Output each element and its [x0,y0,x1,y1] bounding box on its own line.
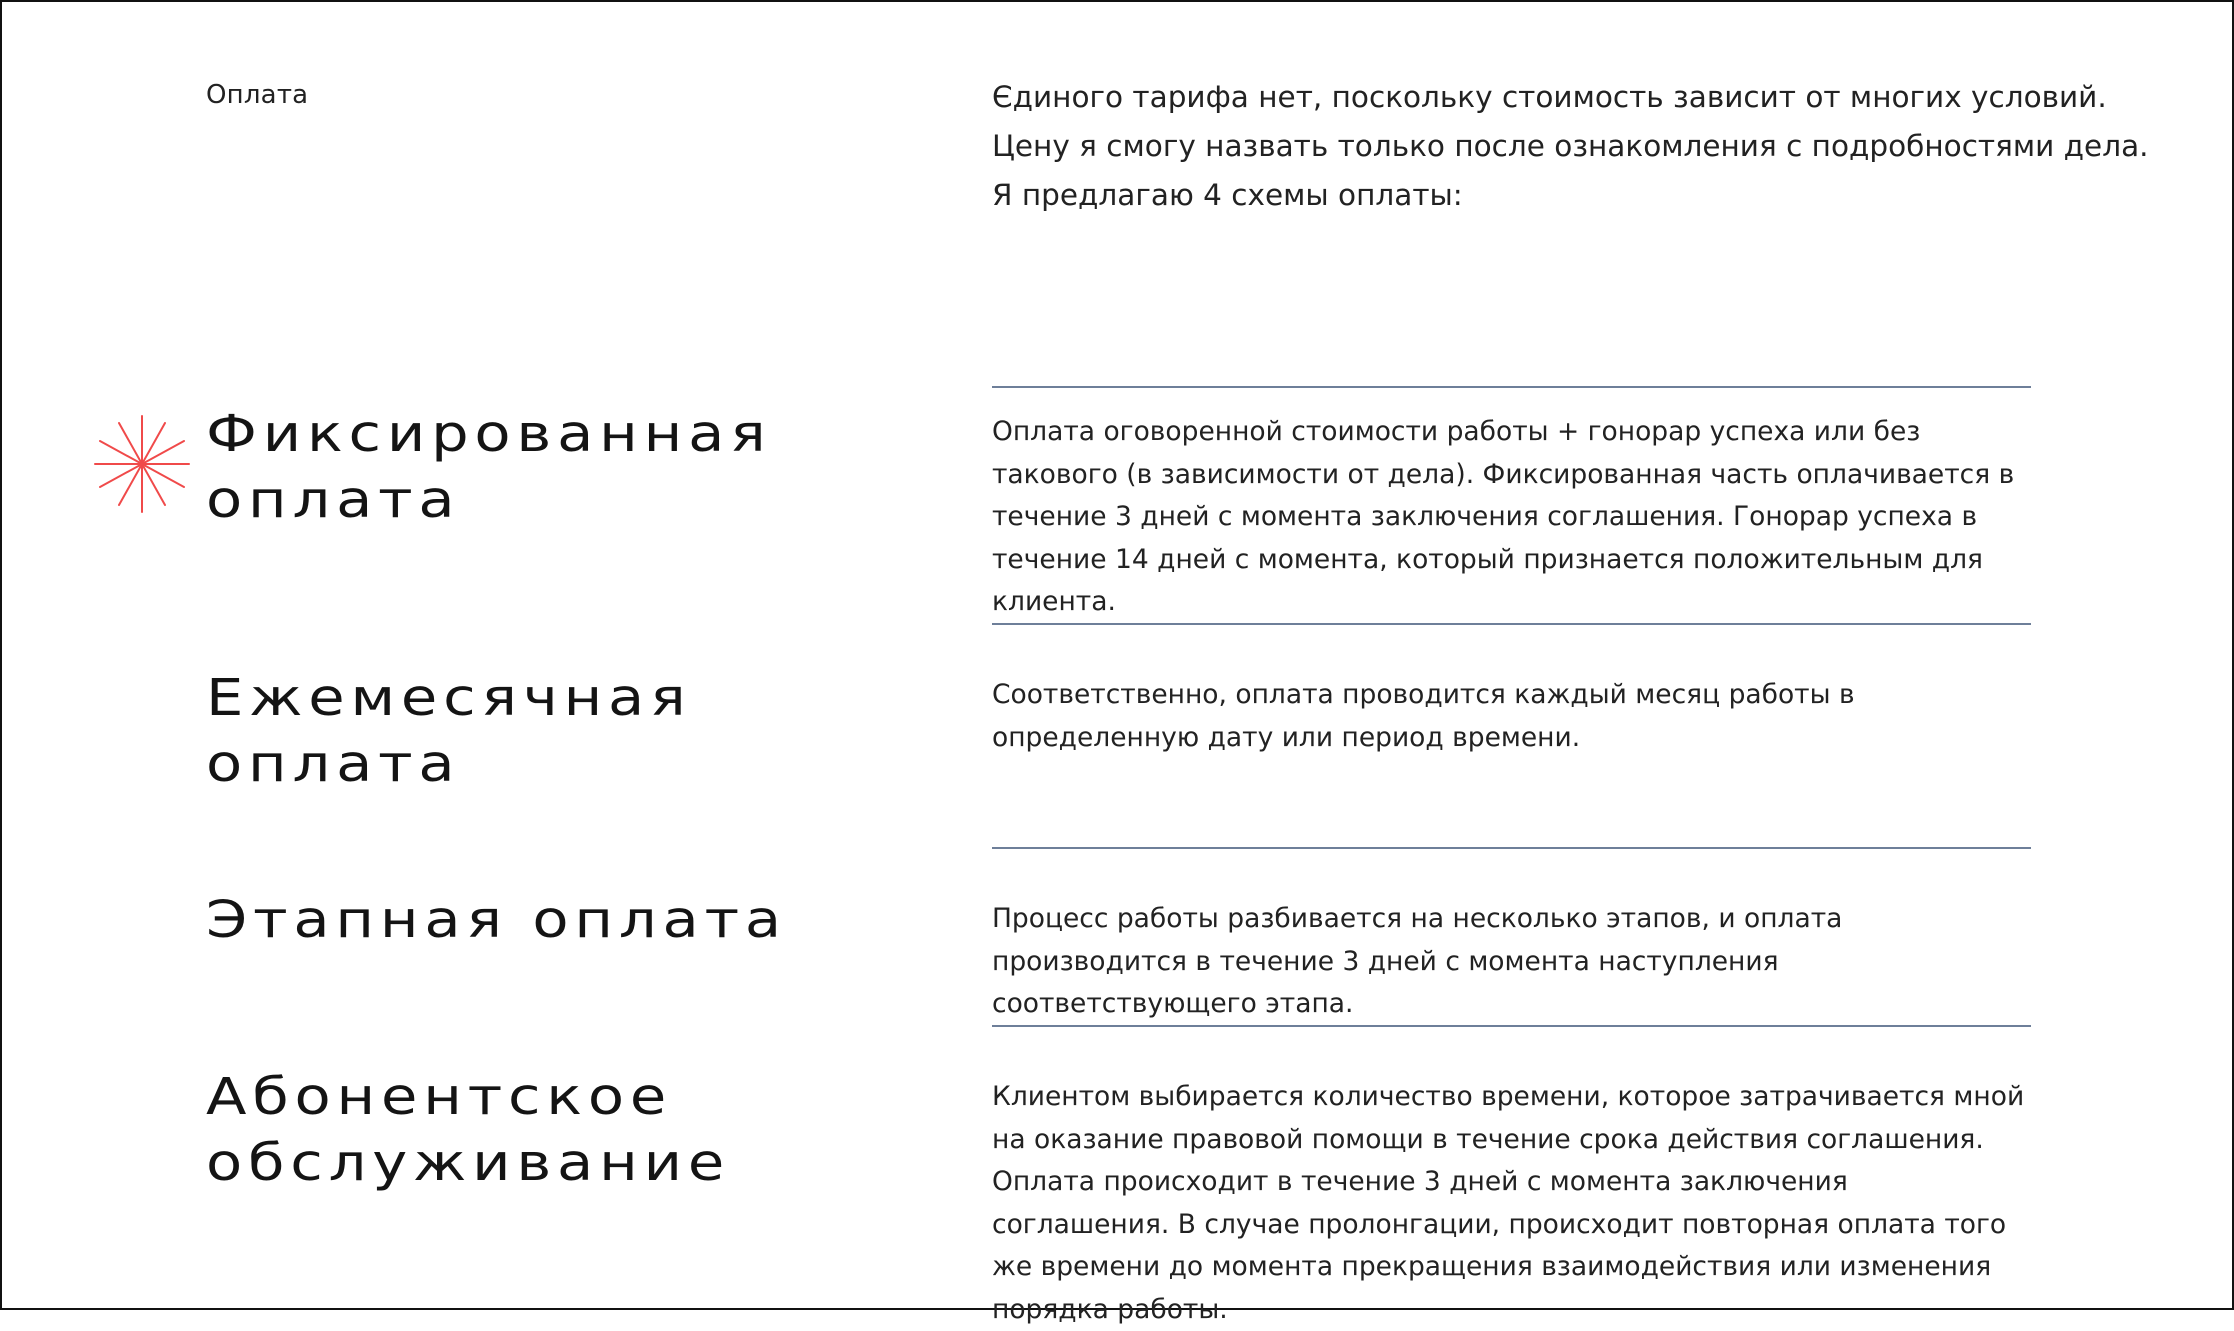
intro-line: Я предлагаю 4 схемы оплаты: [992,178,1463,212]
scheme-description-monthly: Соответственно, оплата проводится каждый месяц работы в определенную дату или период времени. [992,679,1855,753]
scheme-title-staged [206,888,787,954]
scheme-title-fixed [206,402,772,534]
scheme-title-line: Этапная оплата [206,891,787,950]
divider [992,847,2031,849]
scheme-title-line: Фиксированная [206,405,772,464]
intro-line: Єдиного тарифа нет, поскольку стоимость зависит от многих условий. [992,80,2107,114]
scheme-title-line: Абонентское [206,1068,673,1127]
intro-line: Цену я смогу назвать только после ознакомления с подробностями дела. [992,129,2149,163]
scheme-description-staged: Процесс работы разбивается на несколько этапов, и оплата производится в течение 3 дней с момента наступления соответствующего этапа. [992,903,1843,1019]
divider [992,386,2031,388]
asterisk-burst-icon [94,413,190,515]
section-label: Оплата [206,80,309,110]
scheme-title-line: Ежемесячная [206,669,692,728]
scheme-title-monthly [206,666,691,798]
scheme-description-subscription: Клиентом выбирается количество времени, которое затрачивается мной на оказание правовой помощи в течение срока действия соглашения. Оплата происходит в течение 3 дней с момента заключения соглашения. В случае пролонгации, происходит повторная оплата того же времени до момента прекращения взаимодействия или изменения порядка работы. [992,1081,2025,1325]
scheme-description-fixed: Оплата оговоренной стоимости работы + гонорар успеха или без такового (в зависимости от дела). Фиксированная часть оплачивается в течение 3 дней с момента заключения соглашения. Гонорар успеха в течение 14 дней с момента, который признается положительным для клиента. [992,416,2015,617]
divider [992,1025,2031,1027]
divider [992,623,2031,625]
scheme-title-line: обслуживание [206,1134,731,1193]
scheme-title-line: оплата [206,471,461,530]
intro-text [992,73,2149,220]
scheme-title-line: оплата [206,735,461,794]
scheme-title-subscription [206,1065,730,1197]
